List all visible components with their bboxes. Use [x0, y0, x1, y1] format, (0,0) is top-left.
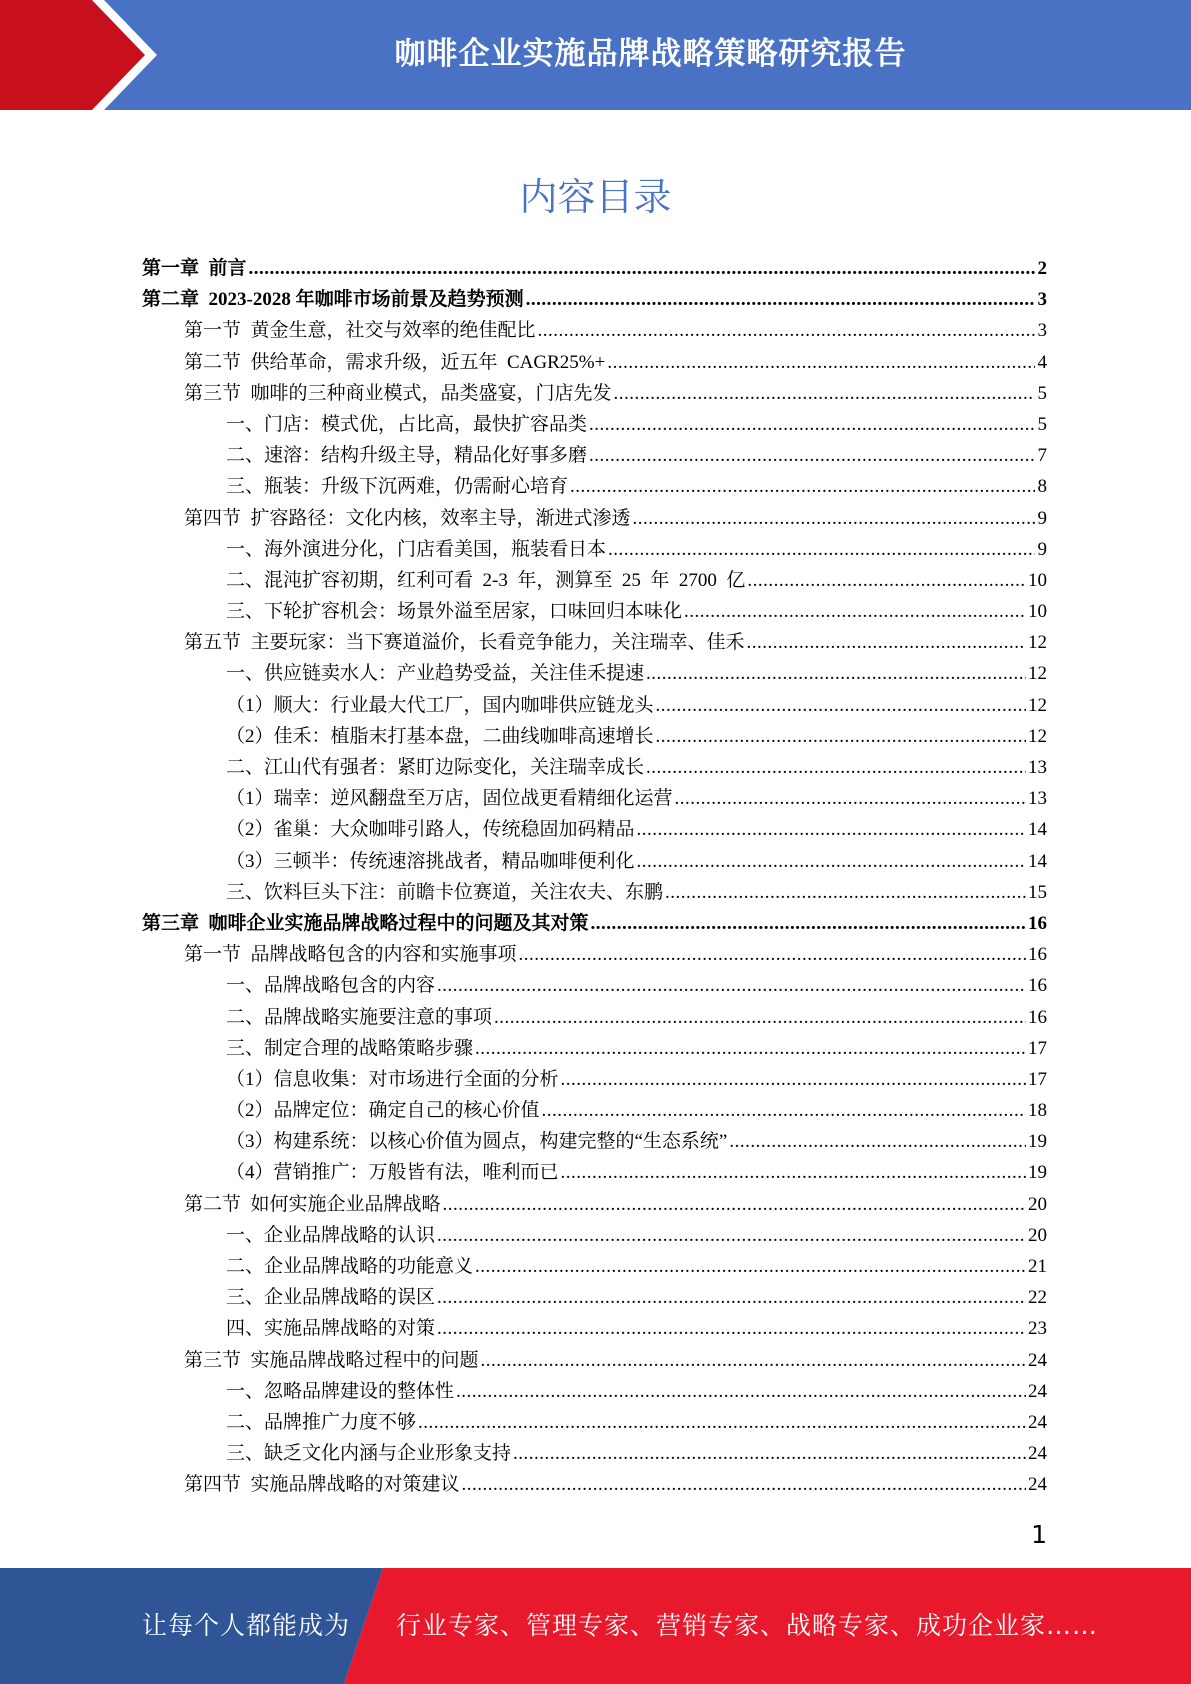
toc-dot-leader — [538, 315, 1035, 346]
toc-dot-leader — [437, 970, 1026, 1001]
toc-dot-leader — [437, 1282, 1026, 1313]
toc-entry-page: 14 — [1028, 850, 1047, 872]
toc-entry[interactable] — [142, 783, 1047, 814]
toc-entry-title: 三、瓶装：升级下沉两难，仍需耐心培育 — [226, 476, 569, 498]
toc-entry[interactable] — [142, 1002, 1047, 1033]
toc-dot-leader — [519, 939, 1026, 970]
toc-entry-page: 9 — [1037, 538, 1047, 560]
toc-dot-leader — [747, 565, 1026, 596]
toc-dot-leader — [513, 1438, 1026, 1469]
toc-entry-page: 20 — [1028, 1193, 1047, 1215]
toc-entry-title: 二、速溶：结构升级主导，精品化好事多磨 — [226, 445, 588, 467]
toc-entry-page: 19 — [1028, 1162, 1047, 1184]
toc-entry-page: 24 — [1028, 1474, 1047, 1496]
toc-entry[interactable] — [142, 1251, 1047, 1282]
toc-dot-leader — [637, 814, 1026, 845]
toc-entry-title: （3）三顿半：传统速溶挑战者，精品咖啡便利化 — [226, 850, 635, 872]
toc-entry[interactable] — [142, 1469, 1047, 1500]
toc-dot-leader — [494, 1002, 1026, 1033]
toc-entry[interactable] — [142, 1376, 1047, 1407]
toc-entry-title: 一、供应链卖水人：产业趋势受益，关注佳禾提速 — [226, 663, 645, 685]
page-number: 1 — [1031, 1520, 1047, 1549]
toc-entry[interactable] — [142, 471, 1047, 502]
toc-dot-leader — [570, 471, 1035, 502]
toc-entry-title: （2）雀巢：大众咖啡引路人，传统稳固加码精品 — [226, 819, 635, 841]
toc-dot-leader — [607, 347, 1035, 378]
toc-entry-title: 三、下轮扩容机会：场景外溢至居家，口味回归本味化 — [226, 601, 683, 623]
toc-entry[interactable] — [142, 1033, 1047, 1064]
toc-entry-title: 一、门店：模式优，占比高，最快扩容品类 — [226, 413, 588, 435]
toc-entry-title: 二、企业品牌战略的功能意义 — [226, 1256, 474, 1277]
toc-dot-leader — [475, 1251, 1026, 1282]
toc-dot-leader — [675, 783, 1026, 814]
toc-entry[interactable] — [142, 1189, 1047, 1220]
toc-dot-leader — [633, 503, 1035, 534]
toc-dot-leader — [561, 1064, 1026, 1095]
toc-entry-page: 24 — [1028, 1349, 1047, 1371]
toc-entry-page: 21 — [1028, 1256, 1047, 1277]
toc-heading: 内容目录 — [519, 175, 672, 219]
toc-entry[interactable] — [142, 1126, 1047, 1157]
toc-entry[interactable] — [142, 347, 1047, 378]
toc-entry-page: 12 — [1028, 725, 1047, 747]
toc-entry-page: 16 — [1028, 912, 1047, 934]
toc-dot-leader — [481, 1345, 1026, 1376]
toc-entry-title: 一、品牌战略包含的内容 — [226, 975, 436, 997]
toc-entry-title: 第三节 咖啡的三种商业模式，品类盛宴，门店先发 — [184, 382, 612, 404]
toc-entry-page: 15 — [1028, 881, 1047, 903]
toc-entry-title: 第三节 实施品牌战略过程中的问题 — [184, 1349, 479, 1371]
toc-entry[interactable] — [142, 1282, 1047, 1313]
toc-entry-title: （2）佳禾：植脂末打基本盘，二曲线咖啡高速增长 — [226, 725, 654, 747]
toc-entry[interactable] — [142, 1064, 1047, 1095]
toc-entry-page: 14 — [1028, 819, 1047, 841]
toc-dot-leader — [665, 877, 1026, 908]
toc-dot-leader — [614, 378, 1035, 409]
toc-dot-leader — [637, 846, 1026, 877]
toc-entry[interactable] — [142, 315, 1047, 346]
toc-entry[interactable] — [142, 409, 1047, 440]
toc-entry[interactable] — [142, 627, 1047, 658]
toc-dot-leader — [437, 1313, 1026, 1344]
toc-dot-leader — [418, 1407, 1026, 1438]
toc-dot-leader — [656, 721, 1026, 752]
toc-entry-page: 20 — [1028, 1224, 1047, 1246]
toc-dot-leader — [646, 658, 1026, 689]
table-of-contents — [142, 253, 1047, 1501]
toc-entry[interactable] — [142, 378, 1047, 409]
toc-dot-leader — [561, 1157, 1026, 1188]
toc-entry-title: （3）构建系统：以核心价值为圆点，构建完整的“生态系统” — [226, 1131, 728, 1153]
toc-entry[interactable] — [142, 846, 1047, 877]
toc-entry-title: 二、品牌战略实施要注意的事项 — [226, 1006, 493, 1028]
toc-dot-leader — [589, 440, 1035, 471]
toc-entry-page: 16 — [1028, 944, 1047, 966]
footer-slogan-right: 行业专家、管理专家、营销专家、战略专家、成功企业家…… — [396, 1611, 1099, 1640]
toc-entry-title: 三、企业品牌战略的误区 — [226, 1287, 436, 1309]
toc-entry-page: 12 — [1028, 632, 1047, 654]
toc-entry-title: （4）营销推广：万般皆有法，唯利而已 — [226, 1162, 559, 1184]
toc-entry-title: 四、实施品牌战略的对策 — [226, 1318, 436, 1340]
toc-entry[interactable] — [142, 284, 1047, 315]
toc-entry-title: 第一节 品牌战略包含的内容和实施事项 — [184, 944, 517, 966]
toc-entry-page: 12 — [1028, 694, 1047, 716]
toc-entry[interactable] — [142, 1220, 1047, 1251]
toc-entry-page: 7 — [1037, 445, 1047, 467]
toc-entry[interactable] — [142, 596, 1047, 627]
toc-entry-page: 13 — [1028, 788, 1047, 810]
toc-entry-page: 8 — [1037, 476, 1047, 498]
toc-entry-title: 三、饮料巨头下注：前瞻卡位赛道，关注农夫、东鹏 — [226, 881, 664, 903]
toc-entry-page: 10 — [1028, 601, 1047, 623]
toc-dot-leader — [249, 253, 1035, 284]
toc-dot-leader — [589, 409, 1035, 440]
toc-entry-page: 16 — [1028, 975, 1047, 997]
toc-entry-title: 二、江山代有强者：紧盯边际变化，关注瑞幸成长 — [226, 757, 645, 778]
toc-entry-page: 5 — [1037, 413, 1047, 435]
toc-dot-leader — [526, 284, 1035, 315]
toc-entry[interactable] — [142, 253, 1047, 284]
toc-entry-page: 24 — [1028, 1380, 1047, 1402]
toc-entry-page: 4 — [1037, 351, 1047, 373]
toc-entry-title: 第一节 黄金生意，社交与效率的绝佳配比 — [184, 320, 536, 342]
toc-entry-title: 一、海外演进分化，门店看美国，瓶装看日本 — [226, 538, 607, 560]
toc-entry-title: 第一章 前言 — [142, 258, 247, 279]
toc-dot-leader — [656, 690, 1026, 721]
toc-entry-page: 13 — [1028, 757, 1047, 778]
toc-entry-title: 第四节 扩容路径：文化内核，效率主导，渐进式渗透 — [184, 507, 631, 529]
report-title: 咖啡企业实施品牌战略策略研究报告 — [394, 36, 907, 72]
toc-dot-leader — [462, 1469, 1026, 1500]
toc-entry[interactable] — [142, 503, 1047, 534]
toc-entry[interactable] — [142, 721, 1047, 752]
toc-entry-title: 第二节 供给革命，需求升级，近五年 CAGR25%+ — [184, 351, 606, 373]
toc-entry-page: 16 — [1028, 1006, 1047, 1028]
toc-entry[interactable] — [142, 1313, 1047, 1344]
toc-entry-title: 二、品牌推广力度不够 — [226, 1411, 417, 1433]
toc-entry-title: （1）瑞幸：逆风翻盘至万店，固位战更看精细化运营 — [226, 788, 673, 810]
toc-entry[interactable] — [142, 752, 1047, 783]
toc-entry-title: （1）顺大：行业最大代工厂，国内咖啡供应链龙头 — [226, 694, 654, 716]
toc-dot-leader — [747, 627, 1026, 658]
toc-entry[interactable] — [142, 1407, 1047, 1438]
toc-entry[interactable] — [142, 908, 1047, 939]
toc-entry[interactable] — [142, 1345, 1047, 1376]
toc-entry-title: 第四节 实施品牌战略的对策建议 — [184, 1474, 460, 1496]
toc-entry-page: 17 — [1028, 1037, 1047, 1059]
toc-entry[interactable] — [142, 690, 1047, 721]
toc-entry-page: 18 — [1028, 1100, 1047, 1122]
toc-dot-leader — [729, 1126, 1026, 1157]
toc-entry-page: 22 — [1028, 1287, 1047, 1309]
toc-entry[interactable] — [142, 565, 1047, 596]
toc-entry-page: 5 — [1037, 382, 1047, 404]
toc-entry[interactable] — [142, 658, 1047, 689]
toc-entry-page: 12 — [1028, 663, 1047, 685]
toc-entry-title: 二、混沌扩容初期，红利可看 2-3 年，测算至 25 年 2700 亿 — [226, 569, 746, 591]
toc-entry[interactable] — [142, 877, 1047, 908]
toc-entry-page: 10 — [1028, 569, 1047, 591]
toc-entry-title: 第二章 2023-2028 年咖啡市场前景及趋势预测 — [142, 289, 524, 311]
toc-entry-page: 3 — [1037, 289, 1047, 311]
toc-entry-title: 第二节 如何实施企业品牌战略 — [184, 1193, 441, 1215]
toc-entry[interactable] — [142, 440, 1047, 471]
toc-entry-page: 2 — [1037, 258, 1047, 279]
toc-dot-leader — [475, 1033, 1026, 1064]
toc-entry[interactable] — [142, 939, 1047, 970]
toc-entry-page: 3 — [1037, 320, 1047, 342]
toc-entry-title: 三、制定合理的战略策略步骤 — [226, 1037, 474, 1059]
toc-entry-page: 9 — [1037, 507, 1047, 529]
toc-entry-title: 一、忽略品牌建设的整体性 — [226, 1380, 455, 1402]
toc-entry[interactable] — [142, 1157, 1047, 1188]
toc-entry-page: 17 — [1028, 1068, 1047, 1090]
toc-dot-leader — [456, 1376, 1026, 1407]
toc-entry[interactable] — [142, 1438, 1047, 1469]
toc-entry-page: 24 — [1028, 1443, 1047, 1465]
toc-entry-title: 第五节 主要玩家：当下赛道溢价，长看竞争能力，关注瑞幸、佳禾 — [184, 632, 745, 654]
toc-dot-leader — [443, 1189, 1026, 1220]
toc-entry-page: 19 — [1028, 1131, 1047, 1153]
toc-dot-leader — [542, 1095, 1026, 1126]
report-header — [0, 0, 1191, 110]
toc-entry-title: 一、企业品牌战略的认识 — [226, 1224, 436, 1246]
toc-entry-page: 24 — [1028, 1411, 1047, 1433]
toc-entry-page: 23 — [1028, 1318, 1047, 1340]
toc-entry[interactable] — [142, 1095, 1047, 1126]
toc-entry[interactable] — [142, 534, 1047, 565]
toc-entry-title: 三、缺乏文化内涵与企业形象支持 — [226, 1443, 512, 1465]
toc-entry[interactable] — [142, 814, 1047, 845]
toc-dot-leader — [646, 752, 1026, 783]
toc-dot-leader — [591, 908, 1026, 939]
footer-slogan-left: 让每个人都能成为 — [142, 1611, 351, 1640]
toc-entry-title: （2）品牌定位：确定自己的核心价值 — [226, 1100, 540, 1122]
toc-dot-leader — [437, 1220, 1026, 1251]
report-footer — [0, 1568, 1191, 1684]
toc-entry-title: 第三章 咖啡企业实施品牌战略过程中的问题及其对策 — [142, 912, 589, 934]
toc-dot-leader — [608, 534, 1035, 565]
toc-dot-leader — [684, 596, 1026, 627]
toc-entry[interactable] — [142, 970, 1047, 1001]
toc-entry-title: （1）信息收集：对市场进行全面的分析 — [226, 1068, 559, 1090]
